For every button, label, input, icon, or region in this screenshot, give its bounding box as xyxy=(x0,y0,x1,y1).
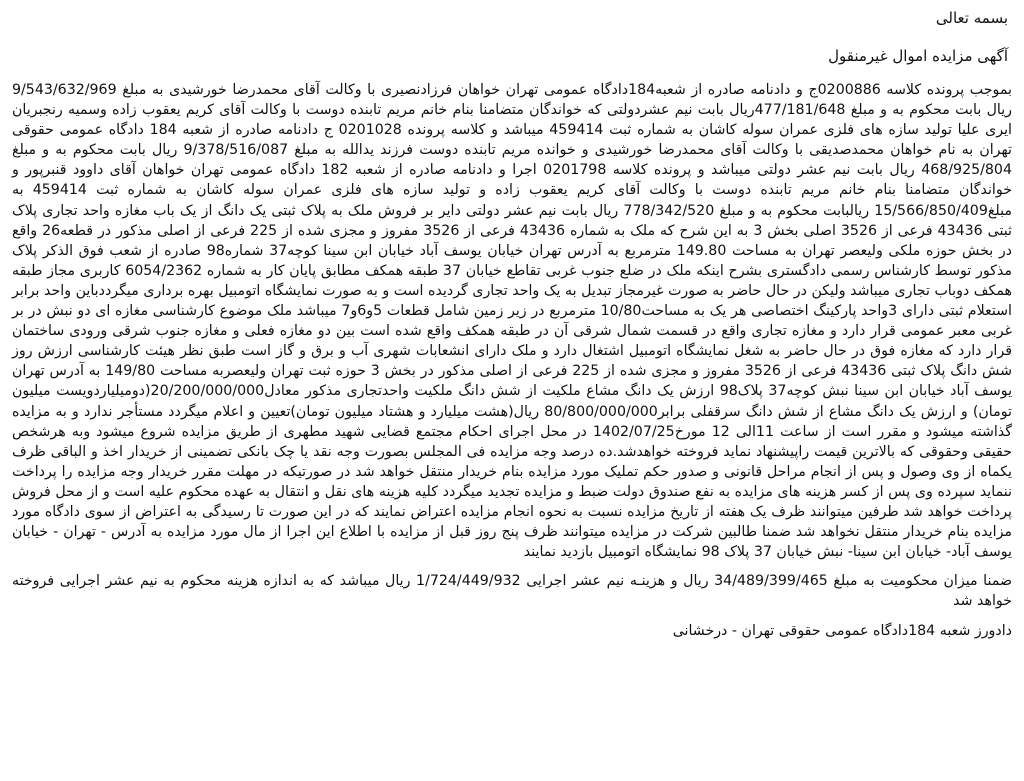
notice-title: آگهی مزایده اموال غیرمنقول xyxy=(828,47,1008,65)
invocation-heading: بسمه تعالی xyxy=(935,9,1008,27)
signature-line: دادورز شعبه 184دادگاه عمومی حقوقی تهران - درخشانی xyxy=(672,623,1012,640)
main-paragraph: بموجب پرونده کلاسه 0200886ج و دادنامه صادره از شعبه184دادگاه عمومی تهران خواهان فرزادنصیری با وکالت آقای محمدرضا خورشیدی به مبلغ 9/543/632/969 ریال بابت محکوم به و مبلغ 477/181/648ریال بابت نیم عشردولتی که خواندگان متضامنا بنام خانم مریم تابنده دوست با وکالت آقای کریم یعقوب زاده وسمیه رنجبریان ایری علیا تولید سازه های فلزی عمران سوله کاشان به شماره ثبت 459414 میباشد و کلاسه پرونده 0201028 ج دادنامه صادره از شعبه 184 دادگاه عمومی حقوقی تهران به نام خواهان محمدصدیقی با وکالت آقای محمدرضا خورشیدی و خوانده مریم تابنده دوست فرزند یدالله به مبلغ 9/378/516/087 ریال بابت محکوم به و مبلغ 468/925/804 ریال بابت نیم عشر دولتی میباشد و پرونده کلاسه 0201798 اجرا و دادنامه صادره از شعبه 182 دادگاه عمومی تهران خواهان آقای داوود قنبرپور و خواندگان متضامنا بنام خانم مریم تابنده دوست با وکالت آقای کریم یعقوب زاده و تولید سازه های فلزی عمران سوله کاشان به شماره ثبت 459414 به مبلغ15/566/850/409 ریالبابت محکوم به و مبلغ 778/342/520 ریال بابت نیم عشر دولتی دایر بر فروش ملک به پلاک ثبتی یک دانگ از یک باب مغازه واحد تجاری پلاک ثبتی 43436 فرعی از 3526 اصلی بخش 3 به این شرح که ملک به شماره 43436 فرعی از 3526 مفروز و مجزی شده از 225 فرعی از اصلی مذکور در قطعه26 واقع در بخش حوزه ملکی ولیعصر تهران به مساحت 149.80 مترمربع به آدرس تهران خیابان یوسف آباد خیابان ابن سینا کوچه37 شماره98 صادره از شعب فوق الذکر پلاک مذکور توسط کارشناس رسمی دادگستری بشرح اینکه ملک در ضلع جنوب غربی تقاطع خیابان 37 طبقه همکف مطابق پایان کار به شماره 6054/2362 کاربری مجاز طبقه همکف دوباب تجاری میباشد ولیکن در حال حاضر به صورت غیرمجاز تبدیل به یک واحد تجاری گردیده است و به صورت نمایشگاه اتومبیل بهره برداری میگرددباین واحد برابر استعلام ثبتی دارای 3واحد پارکینگ اختصاصی هر یک به مساحت10/80 مترمربع در زیر زمین شامل قطعات 5و6و7 میباشد ملک موضوع کارشناسی مغازه ای دو نبش در بر غربی معبر عمومی قرار دارد و مغازه تجاری واقع در قسمت شمال شرقی آن در طبقه همکف واقع شده است بین دو مغازه فعلی و مغازه جنوب شرقی ورودی ساختمان قرار دارد که مغازه فوق در حال حاضر به شغل نمایشگاه اتومبیل اشتغال دارد و ملک دارای انشعابات شهری آب و برق و گاز است طبق نظر هیئت کارشناسی ارزش روز شش دانگ پلاک ثبتی 43436 فرعی از 3526 مفروز و مجزی شده از 225 فرعی از اصلی مذکور در بخش 3 حوزه ثبت تهران ولیعصربه مساحت 149/80 به آدرس تهران یوسف آباد خیابان ابن سینا نبش کوچه37 پلاک98 ارزش یک دانگ مشاع ملکیت از شش دانگ ملکیت واحدتجاری مذکور معادل20/200/000/000(دومیلیاردویست میلیون تومان) و ارزش یک دانگ مشاع از شش دانگ سرقفلی برابر80/800/000/000 ریال(هشت میلیارد و هشتاد میلیون تومان)تعیین و اعلام میگردد مستأجر ندارد و به مزایده گذاشته میشود و مقرر است از ساعت 11الی 12 مورخ1402/07/25 در محل اجرای احکام مجتمع قضایی شهید مطهری از طریق مزایده شروع میشود وبه هرشخص حقیقی وحقوقی که بالاترین قیمت راپیشنهاد نماید فروخته خواهدشد.ده درصد وجه مزایده فی المجلس بصورت وجه نقد یا چک بانکی تضمینی از خریدار اخذ و الباقی ظرف یکماه از وی وصول و پس از انجام مراحل قانونی و صدور حکم تملیک مورد مزایده بنام خریدار منتقل خواهد شد در صورتیکه در مهلت مقرر خریدار وجه مزایده را پرداخت ننماید سپرده وی پس از کسر هزینه های مزایده به نفع صندوق دولت ضبط و مزایده تجدید میگردد کلیه هزینه های نقل و انتقال به عهده محکوم علیه است و از محل فروش پرداخت خواهد شد طرفین میتوانند ظرف یک هفته از تاریخ مزایده نسبت به نحوه انجام مزایده اعتراض نمایند که در این صورت تا رسیدگی به اعتراض از سوی دادگاه مورد مزایده بنام خریدار منتقل نخواهد شد ضمنا طالبین شرکت در مزایده میتوانند ظرف پنج روز قبل از مزایده با اطلاع این اجرا از مال مورد مزایده به آدرس - تهران - خیابان یوسف آباد- خیابان ابن سینا- نبش خیابان 37 پلاک 98 نمایشگاه اتومبیل بازدید نمایند xyxy=(12,82,1013,561)
note-paragraph: ضمنا میزان محکومیت به مبلغ 34/489/399/465 ریال و هزینـه نیم عشر اجرایی 1/724/449/932 ریال میباشد که به اندازه هزینه محکوم به نیم عشر اجرایی فروخته خواهد شد xyxy=(12,573,1013,610)
